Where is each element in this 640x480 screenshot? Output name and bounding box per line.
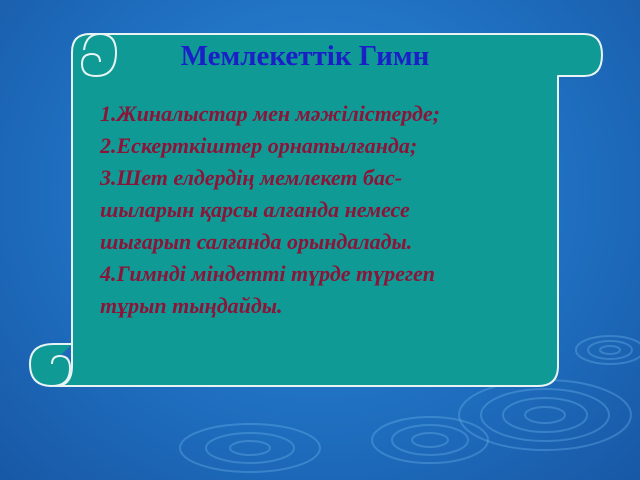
body-line: 2.Ескерткіштер орнатылғанда; <box>100 133 418 158</box>
slide-title: Мемлекеттік Гимн <box>180 40 430 72</box>
body-line: шыларын қарсы алғанда немесе <box>100 197 410 222</box>
body-text <box>100 98 550 322</box>
body-line: тұрып тыңдайды. <box>100 293 283 318</box>
body-line: 4.Гимнді міндетті түрде түрегеп <box>100 261 436 286</box>
body-line: шығарып салғанда орындалады. <box>100 229 413 254</box>
body-line: 3.Шет елдердің мемлекет бас- <box>100 165 403 190</box>
body-line: 1.Жиналыстар мен мәжілістерде; <box>100 101 440 126</box>
